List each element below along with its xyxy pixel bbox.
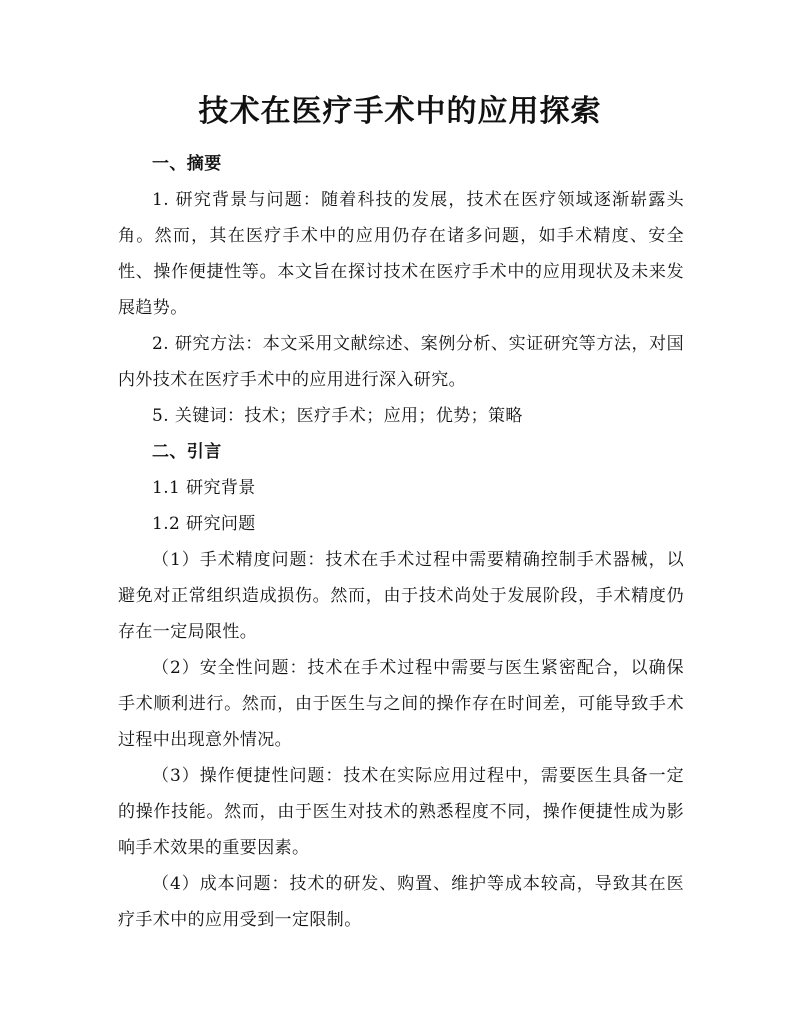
list-item-precision: （1）手术精度问题：技术在手术过程中需要精确控制手术器械，以避免对正常组织造成损伤。然而，由于技术尚处于发展阶段，手术精度仍存在一定局限性。 [118,550,684,642]
document-title: 技术在医疗手术中的应用探索 [198,94,602,129]
list-item-safety: （2）安全性问题：技术在手术过程中需要与医生紧密配合，以确保手术顺利进行。然而，由于医生与之间的操作存在时间差，可能导致手术过程中出现意外情况。 [118,658,684,750]
section-heading-introduction: 二、引言 [152,442,222,462]
list-item-cost: （4）成本问题：技术的研发、购置、维护等成本较高，导致其在医疗手术中的应用受到一定限制。 [118,874,684,930]
subsection-research-questions: 1.2 研究问题 [152,514,256,534]
subsection-research-background: 1.1 研究背景 [152,478,256,498]
section-heading-abstract: 一、摘要 [152,154,222,174]
paragraph-research-background: 1. 研究背景与问题：随着科技的发展，技术在医疗领域逐渐崭露头角。然而，其在医疗手术中的应用仍存在诸多问题，如手术精度、安全性、操作便捷性等。本文旨在探讨技术在医疗手术中的应用现状及未来发展趋势。 [118,190,684,318]
paragraph-keywords: 5. 关键词：技术；医疗手术；应用；优势；策略 [152,406,523,426]
list-item-usability: （3）操作便捷性问题：技术在实际应用过程中，需要医生具备一定的操作技能。然而，由于医生对技术的熟悉程度不同，操作便捷性成为影响手术效果的重要因素。 [118,766,684,858]
document-body [118,146,684,938]
paragraph-research-method: 2. 研究方法：本文采用文献综述、案例分析、实证研究等方法，对国内外技术在医疗手术中的应用进行深入研究。 [118,334,684,390]
